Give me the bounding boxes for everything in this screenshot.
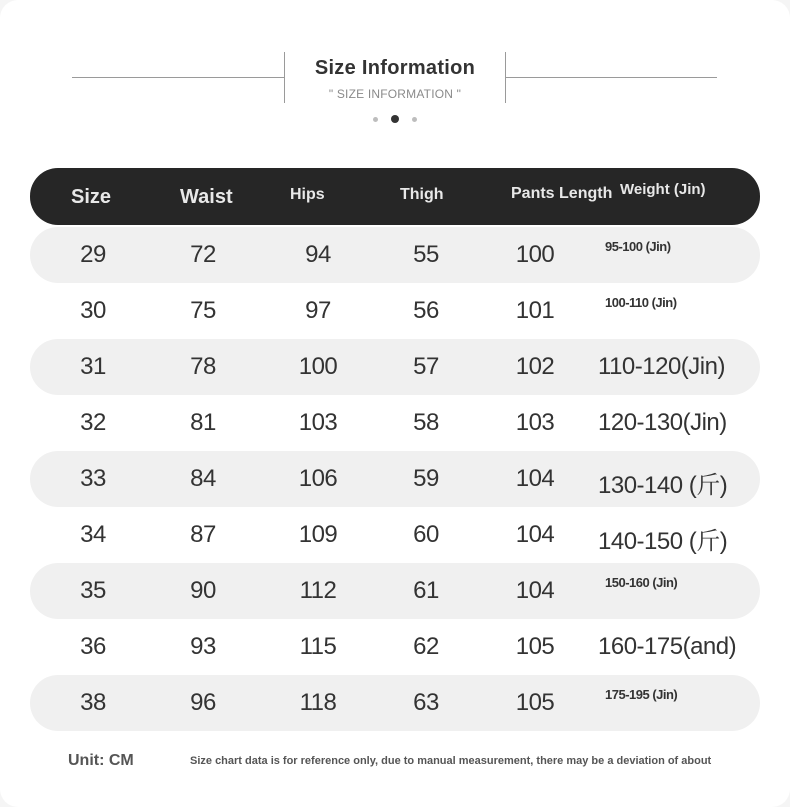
thigh-cell: 63 — [413, 689, 439, 716]
pants-length-cell: 102 — [515, 353, 555, 380]
size-cell: 36 — [80, 633, 106, 660]
pants-length-cell: 101 — [515, 297, 555, 324]
page-subtitle: " SIZE INFORMATION " — [328, 87, 462, 101]
table-row — [30, 563, 760, 619]
pants-length-cell: 104 — [515, 465, 555, 492]
weight-cell: 110-120(Jin) — [598, 353, 725, 380]
pants-length-cell: 105 — [515, 689, 555, 716]
waist-cell: 72 — [190, 241, 216, 268]
page-title: Size Information — [314, 57, 476, 79]
table-row — [30, 451, 760, 507]
hips-cell: 106 — [298, 465, 338, 492]
hips-cell: 109 — [298, 521, 338, 548]
weight-cell: 160-175(and) — [598, 633, 737, 660]
pants-length-cell: 104 — [515, 521, 555, 548]
weight-cell: 130-140 (斤) — [598, 472, 728, 499]
size-cell: 38 — [80, 689, 106, 716]
thigh-cell: 59 — [413, 465, 439, 492]
weight-cell: 120-130(Jin) — [598, 409, 727, 436]
hips-cell: 112 — [299, 577, 337, 604]
table-row — [30, 227, 760, 283]
waist-cell: 87 — [190, 521, 216, 548]
table-row — [30, 283, 760, 339]
size-cell: 34 — [80, 521, 106, 548]
disclaimer-note: Size chart data is for reference only, due to manual measurement, there may be a deviation of about — [190, 755, 712, 767]
waist-cell: 96 — [190, 689, 216, 716]
table-row — [30, 507, 760, 563]
column-header-hips: Hips — [290, 186, 325, 203]
pagination-dot — [373, 117, 378, 122]
weight-cell: 175-195 (Jin) — [605, 687, 678, 702]
hips-cell: 97 — [305, 297, 331, 324]
table-row — [30, 395, 760, 451]
waist-cell: 81 — [190, 409, 216, 436]
pagination-dots — [0, 115, 790, 123]
pants-length-cell: 105 — [515, 633, 555, 660]
size-cell: 31 — [80, 353, 106, 380]
thigh-cell: 55 — [413, 241, 439, 268]
waist-cell: 75 — [190, 297, 216, 324]
size-cell: 33 — [80, 465, 106, 492]
table-header — [30, 168, 760, 225]
weight-cell: 140-150 (斤) — [598, 528, 728, 555]
column-header-thigh: Thigh — [400, 186, 444, 203]
pants-length-cell: 100 — [515, 241, 555, 268]
size-cell: 29 — [80, 241, 106, 268]
hips-cell: 103 — [298, 409, 338, 436]
weight-cell: 95-100 (Jin) — [605, 239, 671, 254]
waist-cell: 84 — [190, 465, 216, 492]
hips-cell: 100 — [298, 353, 338, 380]
size-cell: 35 — [80, 577, 106, 604]
hips-cell: 118 — [299, 689, 337, 716]
pagination-dot — [412, 117, 417, 122]
waist-cell: 93 — [190, 633, 216, 660]
thigh-cell: 58 — [413, 409, 439, 436]
table-row — [30, 619, 760, 675]
hips-cell: 94 — [305, 241, 331, 268]
thigh-cell: 56 — [413, 297, 439, 324]
thigh-cell: 60 — [413, 521, 439, 548]
column-header-waist: Waist — [180, 186, 233, 208]
table-row — [30, 339, 760, 395]
weight-cell: 100-110 (Jin) — [605, 295, 677, 310]
column-header-weight: Weight (Jin) — [620, 181, 706, 198]
waist-cell: 90 — [190, 577, 216, 604]
hips-cell: 115 — [299, 633, 337, 660]
size-cell: 32 — [80, 409, 106, 436]
size-cell: 30 — [80, 297, 106, 324]
weight-cell: 150-160 (Jin) — [605, 575, 678, 590]
table-row — [30, 675, 760, 731]
thigh-cell: 62 — [413, 633, 439, 660]
waist-cell: 78 — [190, 353, 216, 380]
column-header-pants-length: Pants Length — [511, 185, 613, 202]
thigh-cell: 57 — [413, 353, 439, 380]
unit-label: Unit: CM — [68, 752, 134, 769]
column-header-size: Size — [71, 186, 112, 208]
pants-length-cell: 103 — [515, 409, 555, 436]
pagination-dot-active — [391, 115, 399, 123]
pants-length-cell: 104 — [515, 577, 555, 604]
thigh-cell: 61 — [413, 577, 439, 604]
